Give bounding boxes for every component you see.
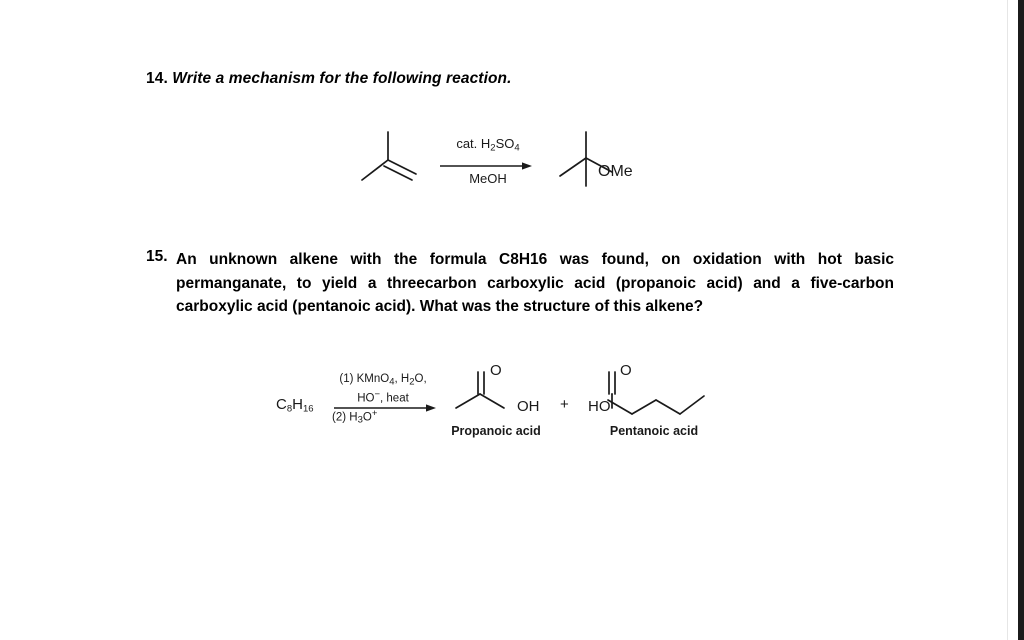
scheme-15-starting-material: $C_8H_{16}$ [276, 396, 314, 415]
question-15-prompt: An unknown alkene with the formula C8H16 was found, on oxidation with hot basic permanganate, to yield a threecarbon carboxylic acid (propanoic acid) and a five-carbon carboxylic acid (pentanoic acid). What was the structure of this alkene? [176, 251, 894, 316]
product-2-caption: Pentanoic acid [609, 424, 699, 438]
scheme-14-reagent-above: cat. $H_2SO_4$ [456, 136, 520, 154]
scheme-15-condition-line-1: (1) KMnO$_4$, $H_2O$, [339, 373, 427, 388]
product-2-hydroxyl-label: HO [588, 398, 611, 415]
scheme-14-product-label: OMe [598, 163, 633, 180]
product-1-carbonyl-label: O [490, 362, 502, 379]
scheme-14-reagent-below: MeOH [469, 171, 507, 186]
question-14-heading [146, 70, 906, 88]
question-14-prompt: Write a mechanism for the following reaction. [172, 70, 512, 87]
scheme-15-plus-sign: + [560, 396, 569, 413]
question-14-number: 14. [146, 70, 168, 87]
scheme-14-conditions [440, 136, 536, 156]
product-1-hydroxyl-label: OH [517, 398, 540, 415]
product-1-caption: Propanoic acid [451, 424, 541, 438]
screen-edge-bar [1018, 0, 1024, 640]
scheme-14-reagent-below-wrap [440, 168, 536, 187]
question-14 [146, 70, 906, 88]
scheme-14-arrow [440, 158, 532, 168]
scheme-15-condition-line-2: HO−, heat [357, 388, 409, 404]
question-15 [146, 248, 894, 319]
question-15-number: 15. [146, 248, 168, 265]
scheme-14-structures [340, 128, 760, 200]
product-2-carbonyl-label: O [620, 362, 632, 379]
scheme-15-condition-line-3: (2) $H_3O^+$ [332, 408, 378, 426]
reaction-scheme-14 [340, 128, 760, 200]
